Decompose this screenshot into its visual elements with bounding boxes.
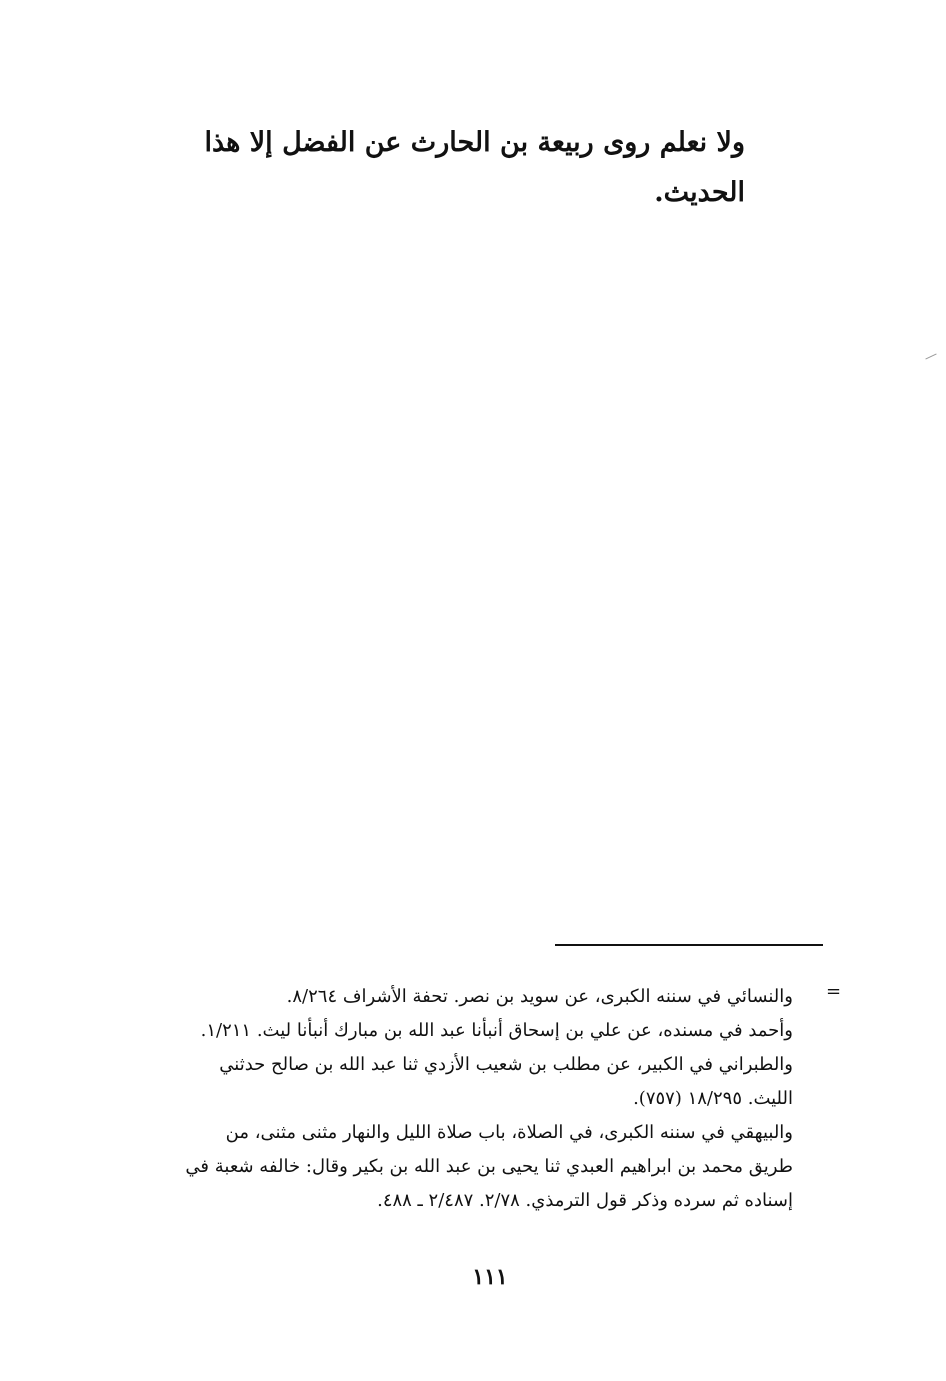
- footnote-line: وأحمد في مسنده، عن علي بن إسحاق أنبأنا عبد الله بن مبارك أنبأنا ليث. ١/٢١١.: [200, 1020, 793, 1041]
- footnote-line: والنسائي في سننه الكبرى، عن سويد بن نصر. تحفة الأشراف ٨/٢٦٤.: [286, 986, 793, 1007]
- footnotes: [138, 980, 793, 1218]
- page-edge-mark: [925, 354, 936, 360]
- footnote-line: طريق محمد بن ابراهيم العبدي ثنا يحيى بن عبد الله بن بكير وقال: خالفه شعبة في: [185, 1156, 793, 1177]
- footnote-line: إسناده ثم سرده وذكر قول الترمذي. ٢/٧٨. ٢/٤٨٧ ـ ٤٨٨.: [377, 1190, 793, 1211]
- main-text-line-1: ولا نعلم روى ربيعة بن الحارث عن الفضل إلا هذا: [204, 127, 745, 158]
- main-text: [130, 118, 745, 218]
- footnote-continuation-mark: =: [826, 981, 842, 1002]
- footnote-separator: [555, 944, 823, 946]
- footnote-line: الليث. ١٨/٢٩٥ (٧٥٧).: [633, 1088, 793, 1109]
- footnote-line: والبيهقي في سننه الكبرى، في الصلاة، باب صلاة الليل والنهار مثنى مثنى، من: [225, 1122, 793, 1143]
- page-number: ١١١: [472, 1264, 508, 1290]
- footnote-line: والطبراني في الكبير، عن مطلب بن شعيب الأزدي ثنا عبد الله بن صالح حدثني: [219, 1054, 793, 1075]
- main-text-line-2: الحديث.: [654, 177, 745, 208]
